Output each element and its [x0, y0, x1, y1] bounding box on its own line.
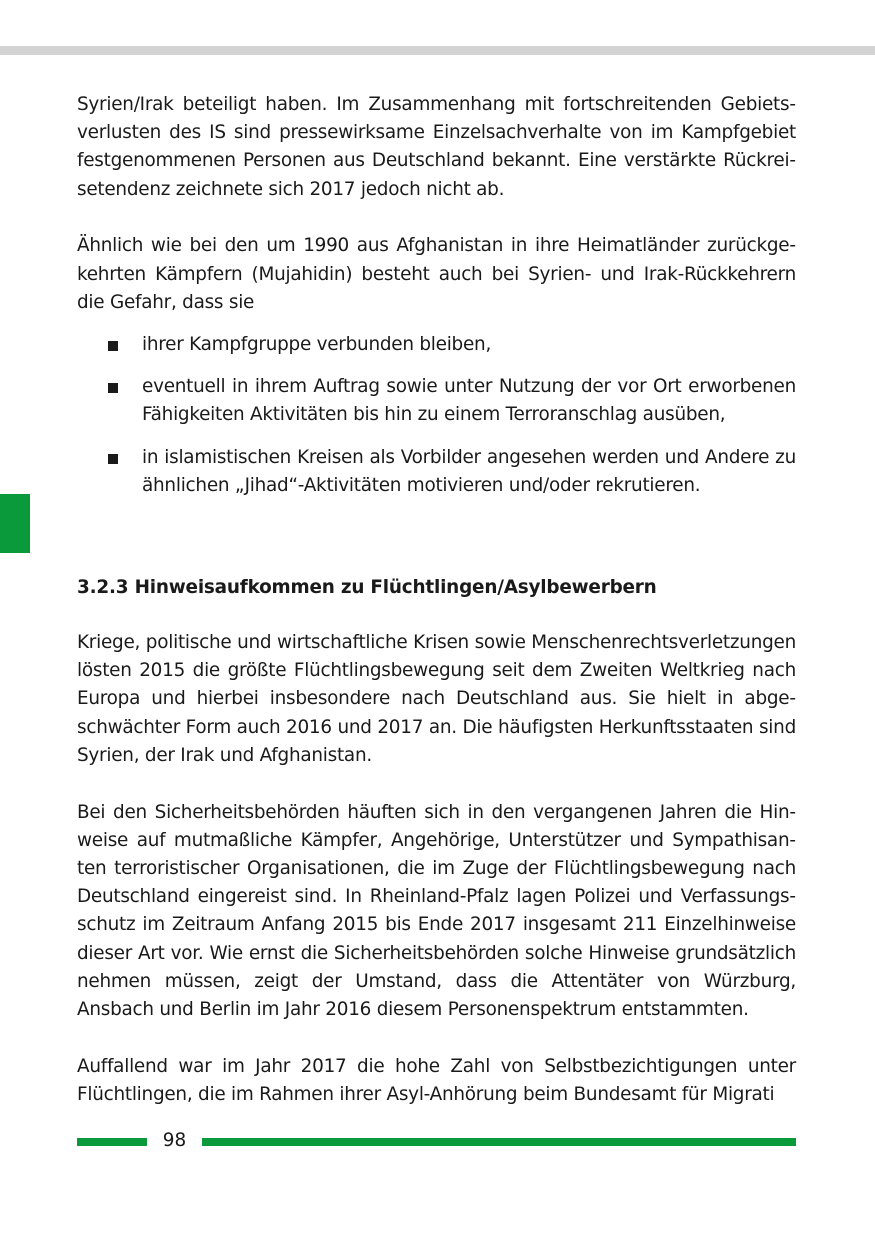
- square-bullet-icon: [108, 341, 118, 351]
- list-item: [77, 444, 796, 500]
- footer-bar-right: [202, 1138, 796, 1146]
- paragraph-security-hints: Bei den Sicherheitsbehörden häuften sich in den vergangenen Jahren die Hinweise auf mutmaßliche Kämpfer, Angehörige, Unterstützer und Sympathisanten terroristischer Organisationen, die im Zuge der Flüchtlingsbewegung nach Deutschland eingereist sind. In Rheinland-Pfalz lagen Polizei und Verfassungsschutz im Zeitraum Anfang 2015 bis Ende 2017 insgesamt 211 Einzelhinweise dieser Art vor. Wie ernst die Sicherheitsbehörden solche Hinweise grundsätzlich nehmen müssen, zeigt der Umstand, dass die Attentäter von Würzburg, Ansbach und Berlin im Jahr 2016 diesem Personenspektrum entstammten.: [77, 801, 796, 1021]
- square-bullet-icon: [108, 383, 118, 393]
- list-item: [77, 331, 796, 359]
- top-divider: [0, 46, 875, 55]
- footer-bar-left: [77, 1138, 147, 1146]
- paragraph-returnees-danger: Ähnlich wie bei den um 1990 aus Afghanistan in ihre Heimatländer zurückgekehrten Kämpfern (Mujahidin) besteht auch bei Syrien- und Irak-Rückkehrern die Gefahr, dass sie: [77, 235, 796, 313]
- chapter-marker-tab: [0, 494, 30, 553]
- paragraph-self-accusations: Auffallend war im Jahr 2017 die hohe Zahl von Selbstbezichtigungen unter Flüchtlingen, die im Rahmen ihrer Asyl-Anhörung beim Bundesamt für Migrati: [77, 1055, 796, 1106]
- paragraph-refugee-movement: Kriege, politische und wirtschaftliche Krisen sowie Menschenrechtsverletzungen lösten 2015 die größte Flüchtlingsbewegung seit dem Zweiten Weltkrieg nach Europa und hierbei insbesondere nach Deutschland aus. Sie hielt in abgeschwächter Form auch 2016 und 2017 an. Die häufigsten Herkunftsstaaten sind Syrien, der Irak und Afghanistan.: [77, 632, 796, 766]
- page-number: 98: [162, 1130, 187, 1151]
- square-bullet-icon: [108, 454, 118, 464]
- list-item-text: in islamistischen Kreisen als Vorbilder angesehen werden und Andere zu ähnlichen „Jihad“-Aktivitäten motivieren und/oder rekrutieren.: [142, 446, 796, 496]
- list-item-text: ihrer Kampfgruppe verbunden bleiben,: [142, 334, 492, 356]
- list-item: [77, 373, 796, 429]
- page-footer: [77, 1128, 796, 1154]
- section-heading: 3.2.3 Hinweisaufkommen zu Flüchtlingen/Asylbewerbern: [77, 577, 657, 599]
- list-item-text: eventuell in ihrem Auftrag sowie unter Nutzung der vor Ort erworbenen Fähigkeiten Aktivitäten bis hin zu einem Terroranschlag ausüben,: [142, 376, 796, 426]
- danger-list: [77, 331, 796, 500]
- page-body: [77, 91, 796, 1109]
- paragraph-returnees-context: Syrien/Irak beteiligt haben. Im Zusammenhang mit fortschreitenden Gebietsverlusten des IS sind pressewirksame Einzelsachverhalte von im Kampfgebiet festgenommenen Personen aus Deutschland bekannt. Eine verstärkte Rückreisetendenz zeichnete sich 2017 jedoch nicht ab.: [77, 94, 796, 200]
